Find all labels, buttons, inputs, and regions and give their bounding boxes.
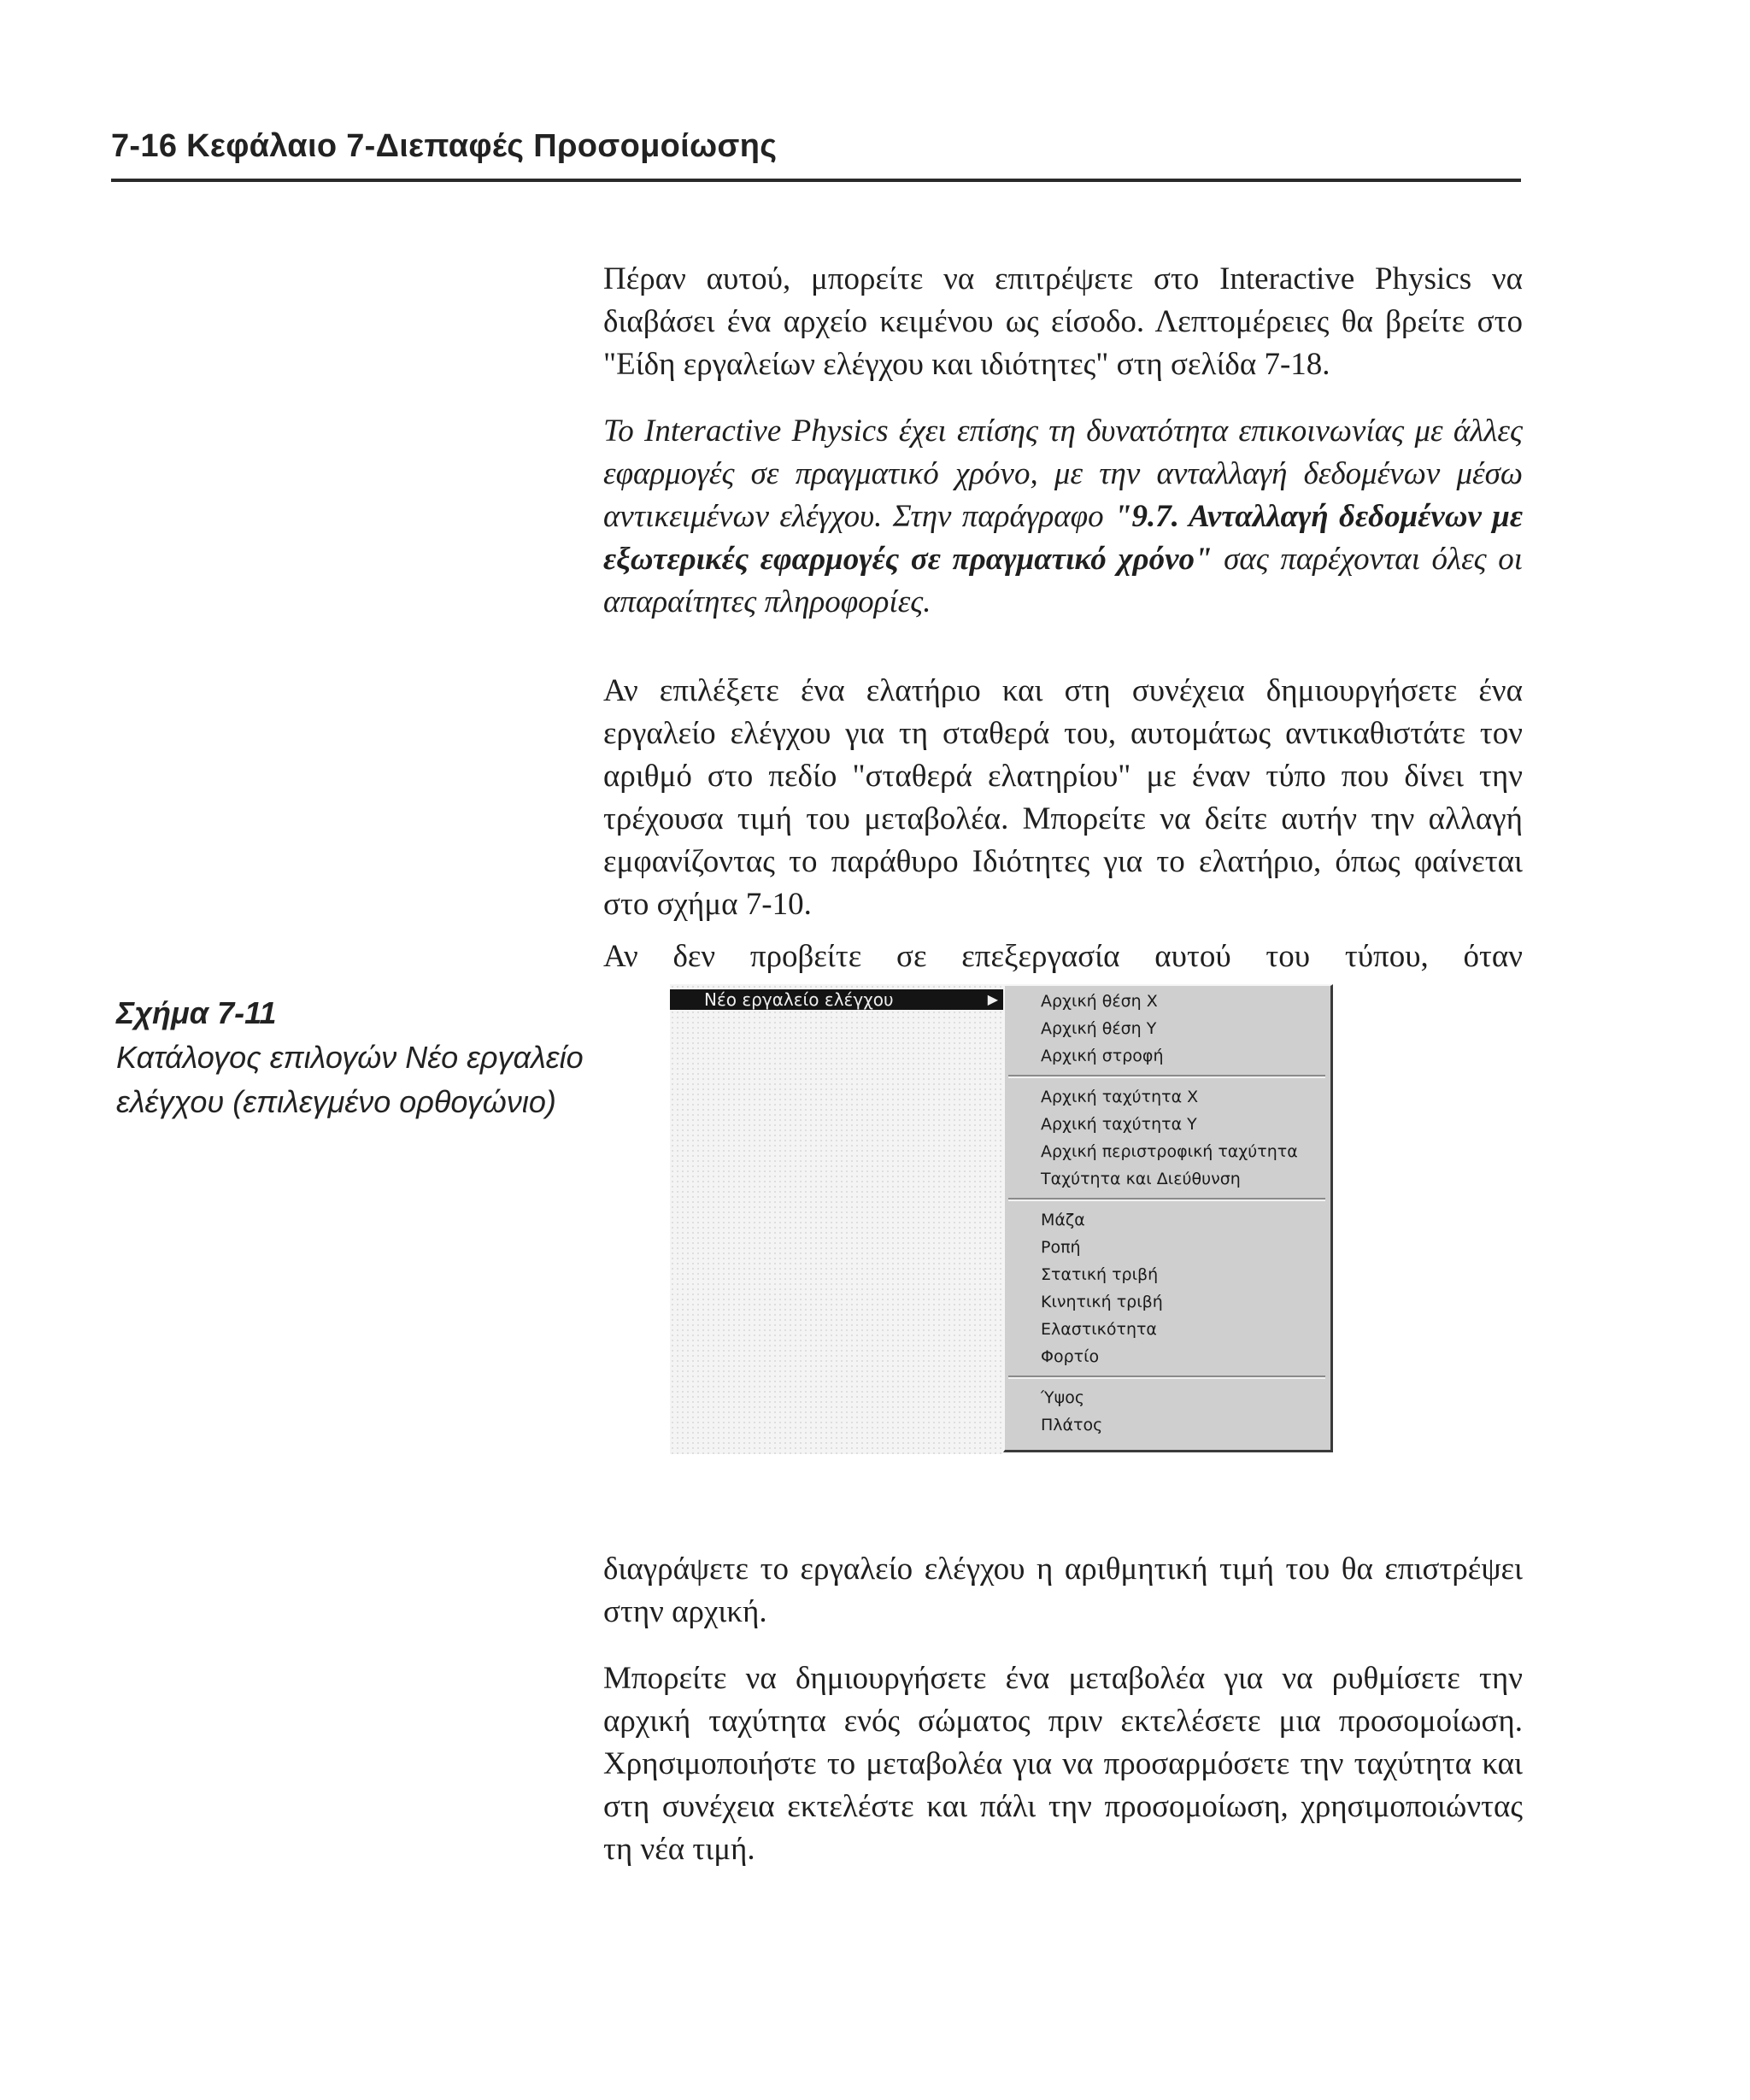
paragraph-5-text: Μπορείτε να δημιουργήσετε ένα μεταβολέα για να ρυθμίσετε την αρχική ταχύτητα ενός σώματος πριν εκτελέσετε μια προσομοίωση. Χρησιμοποιήστε το μεταβολέα για να προσαρμόσετε την ταχύτητα και στη συνέχεια εκτελέστε και πάλι την προσομοίωση, χρησιμοποιώντας τη νέα τιμή.: [603, 1661, 1523, 1867]
submenu-item[interactable]: Κινητική τριβή: [1041, 1293, 1163, 1311]
paragraph-4: [603, 1548, 1523, 1634]
submenu-item[interactable]: Ύψος: [1041, 1388, 1084, 1407]
paragraph-2-part-a: Το Interactive Physics έχει επίσης τη δυνατότητα επικοινωνίας με άλλες εφαρμογές σε πραγματικό χρόνο, με την ανταλλαγή δεδομένων μέσω αντικειμένων ελέγχου. Στην παράγραφο: [603, 414, 1523, 534]
paragraph-3-continuation-text: Αν δεν προβείτε σε επεξεργασία αυτού του τύπου, όταν: [603, 939, 1523, 974]
menu-item-new-control-label: Νέο εργαλείο ελέγχου: [704, 989, 894, 1010]
menu-item-new-control[interactable]: [670, 989, 1003, 1010]
menu-separator: [1008, 1376, 1325, 1379]
paragraph-3-continuation: [603, 936, 1523, 978]
paragraph-2-reference: "9.7. Ανταλλαγή δεδομένων με εξωτερικές εφαρμογές σε πραγματικό χρόνο": [603, 499, 1523, 577]
figure-caption-text: Κατάλογος επιλογών Νέο εργαλείο ελέγχου (επιλεγμένο ορθογώνιο): [116, 1040, 584, 1119]
paragraph-1-text: Πέραν αυτού, μπορείτε να επιτρέψετε στο Interactive Physics να διαβάσει ένα αρχείο κειμένου ως είσοδο. Λεπτομέρειες θα βρείτε στο "Είδη εργαλείων ελέγχου και ιδιότητες" στη σελίδα 7-18.: [603, 261, 1523, 382]
submenu-item[interactable]: Αρχική ταχύτητα Y: [1041, 1115, 1197, 1134]
header-divider: [111, 179, 1521, 182]
submenu-item[interactable]: Αρχική θέση Y: [1041, 1019, 1157, 1038]
submenu-item[interactable]: Αρχική θέση X: [1041, 992, 1158, 1011]
page-title: 7-16 Κεφάλαιο 7-Διεπαφές Προσομοίωσης: [111, 128, 778, 164]
figure-caption: [116, 991, 595, 1124]
paragraph-5: [603, 1657, 1523, 1871]
paragraph-2: [603, 410, 1523, 624]
submenu-item[interactable]: Αρχική στροφή: [1041, 1047, 1164, 1065]
submenu-item[interactable]: Αρχική περιστροφική ταχύτητα: [1041, 1142, 1298, 1161]
submenu-item[interactable]: Ροπή: [1041, 1238, 1081, 1257]
menu-screenshot: [670, 984, 1333, 1454]
submenu-item[interactable]: Αρχική ταχύτητα X: [1041, 1088, 1199, 1106]
paragraph-2-part-c: σας παρέχονται όλες οι απαραίτητες πληροφορίες.: [603, 542, 1523, 619]
submenu-item[interactable]: Ταχύτητα και Διεύθυνση: [1041, 1170, 1241, 1188]
submenu-arrow-icon: ▶: [987, 991, 998, 1007]
paragraph-2-text: [603, 410, 1523, 624]
paragraph-3-text: Αν επιλέξετε ένα ελατήριο και στη συνέχεια δημιουργήσετε ένα εργαλείο ελέγχου για τη σταθερά του, αυτομάτως αντικαθιστάτε τον αριθμό στο πεδίο "σταθερά ελατηρίου" με έναν τύπο που δίνει την τρέχουσα τιμή του μεταβολέα. Μπορείτε να δείτε αυτήν την αλλαγή εμφανίζοντας το παράθυρο Ιδιότητες για το ελατήριο, όπως φαίνεται στο σχήμα 7-10.: [603, 673, 1523, 922]
menu-separator: [1008, 1075, 1325, 1078]
submenu-item[interactable]: Μάζα: [1041, 1211, 1085, 1229]
figure-number: Σχήμα 7-11: [116, 995, 277, 1030]
paragraph-3: [603, 670, 1523, 926]
paragraph-1: [603, 258, 1523, 386]
submenu-item[interactable]: Φορτίο: [1041, 1347, 1100, 1366]
menu-separator: [1008, 1198, 1325, 1201]
submenu-item[interactable]: Ελαστικότητα: [1041, 1320, 1157, 1339]
paragraph-4-text: διαγράψετε το εργαλείο ελέγχου η αριθμητική τιμή του θα επιστρέψει στην αρχική.: [603, 1552, 1523, 1629]
submenu-item[interactable]: Στατική τριβή: [1041, 1265, 1159, 1284]
submenu-item[interactable]: Πλάτος: [1041, 1416, 1103, 1434]
submenu-control-types: [1003, 984, 1333, 1452]
context-menu-background: [670, 984, 1003, 1454]
page-header: [111, 128, 1521, 165]
